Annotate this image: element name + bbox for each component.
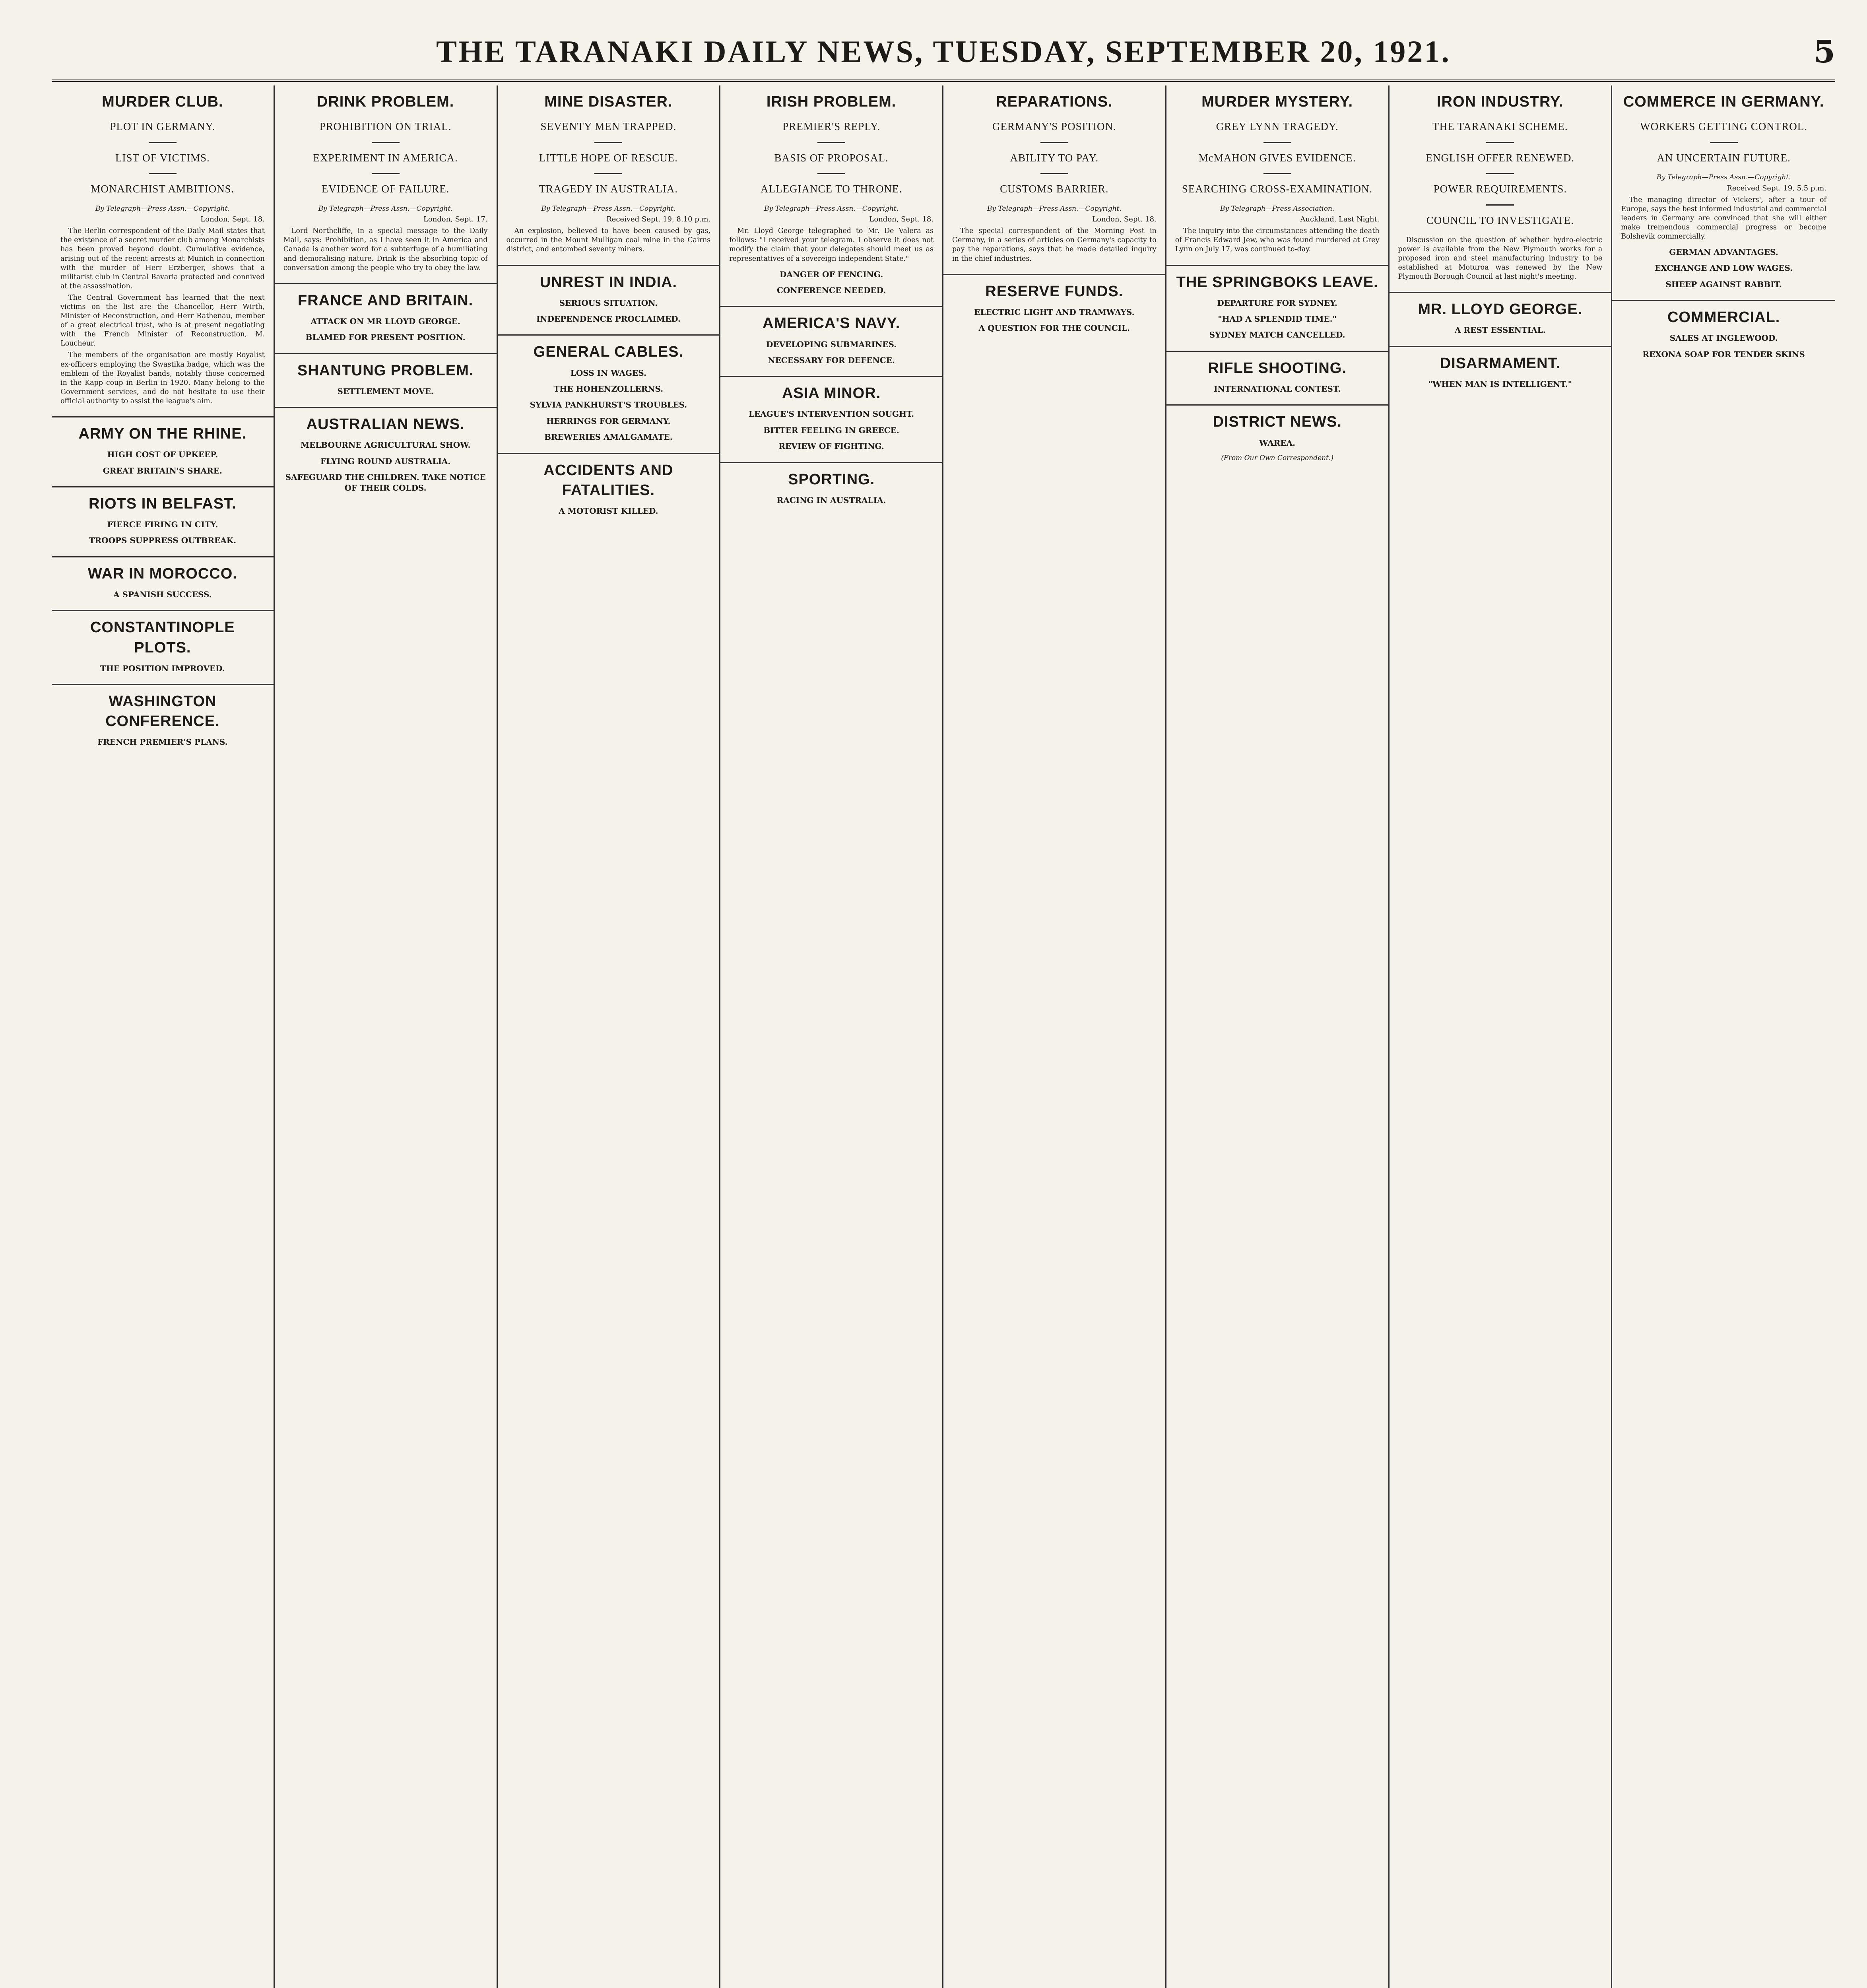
headline: WAR IN MOROCCO. [87, 565, 237, 582]
subheading: MONARCHIST AMBITIONS. [91, 183, 235, 195]
subheading: LOSS IN WAGES. [570, 368, 646, 378]
masthead [52, 24, 1835, 82]
subheading: GERMAN ADVANTAGES. [1669, 247, 1778, 257]
headline: DRINK PROBLEM. [316, 93, 454, 110]
byline: By Telegraph—Press Assn.—Copyright. [1656, 173, 1791, 182]
subheading: A REST ESSENTIAL. [1455, 325, 1546, 335]
column-8 [1612, 85, 1835, 1988]
column-2 [275, 85, 498, 1988]
column-7 [1390, 85, 1613, 1988]
headline: AMERICA'S NAVY. [762, 315, 901, 332]
section-divider [720, 462, 942, 463]
subheading: PLOT IN GERMANY. [110, 120, 215, 133]
subheading: McMAHON GIVES EVIDENCE. [1198, 151, 1356, 164]
page-number: 5 [1813, 33, 1835, 70]
subheading: THE HOHENZOLLERNS. [553, 384, 664, 394]
subheading: MELBOURNE AGRICULTURAL SHOW. [300, 440, 471, 450]
article-columns [52, 85, 1835, 1988]
subheading: HERRINGS FOR GERMANY. [546, 416, 671, 426]
body-paragraph: The Berlin correspondent of the Daily Mail states that the existence of a secret murder club among Monarchists has been proved beyond doubt. Cumulative evidence, arising out of the recent arrests at Munich in connection with the murder of Herr Erzberger, shows that a militarist club in Central Bavaria protected and connived at the assassination. [60, 227, 265, 290]
divider [1040, 142, 1068, 143]
subheading: SALES AT INGLEWOOD. [1669, 333, 1778, 343]
newspaper-title: THE TARANAKI DAILY NEWS, TUESDAY, SEPTEMBER 20, 1921. [436, 34, 1451, 69]
subheading: WORKERS GETTING CONTROL. [1640, 120, 1807, 133]
subheading: A MOTORIST KILLED. [559, 506, 658, 516]
subheading: ATTACK ON MR LLOYD GEORGE. [311, 316, 460, 326]
headline: RIFLE SHOOTING. [1208, 359, 1347, 377]
section-divider [720, 306, 942, 307]
subheading: DEVELOPING SUBMARINES. [766, 339, 897, 349]
body-paragraph: The members of the organisation are mostly Royalist ex-officers employing the Swastika badge, which was the emblem of the Royalist bands, notably those concerned in the Kapp coup in Berlin in 1920. Many belong to the Government services, and do not hesitate to use their official authority to assist the league's aim. [60, 351, 265, 405]
section-divider [52, 684, 274, 685]
headline: MR. LLOYD GEORGE. [1418, 301, 1583, 318]
section-divider [52, 416, 274, 417]
headline: COMMERCIAL. [1667, 309, 1780, 326]
divider [1710, 142, 1738, 143]
subheading: RACING IN AUSTRALIA. [776, 495, 886, 505]
column-3 [498, 85, 721, 1988]
subheading: LIST OF VICTIMS. [115, 151, 210, 164]
headline: ACCIDENTS AND FATALITIES. [543, 462, 673, 499]
headline: ARMY ON THE RHINE. [78, 425, 247, 442]
subheading: A SPANISH SUCCESS. [113, 590, 212, 600]
subheading: EXCHANGE AND LOW WAGES. [1655, 263, 1793, 273]
subheading: BREWERIES AMALGAMATE. [544, 432, 673, 442]
subheading: ELECTRIC LIGHT AND TRAMWAYS. [974, 307, 1135, 317]
subheading: LITTLE HOPE OF RESCUE. [539, 151, 678, 164]
headline: ASIA MINOR. [782, 385, 881, 402]
subheading: SYLVIA PANKHURST'S TROUBLES. [530, 400, 687, 410]
body-paragraph: Discussion on the question of whether hydro-electric power is available from the New Plymouth works for a proposed iron and steel manufacturing industry to be established at Moturoa was renewed by the New Plymouth Borough Council at last night's meeting. [1398, 236, 1603, 281]
body-paragraph: The inquiry into the circumstances attending the death of Francis Edward Jew, who was found murdered at Grey Lynn on July 17, was continued to-day. [1175, 227, 1380, 254]
subheading: EXPERIMENT IN AMERICA. [313, 151, 458, 164]
byline: By Telegraph—Press Assn.—Copyright. [987, 205, 1122, 213]
section-divider [720, 376, 942, 377]
headline: MINE DISASTER. [544, 93, 673, 110]
headline: MURDER CLUB. [102, 93, 223, 110]
body-paragraph: The special correspondent of the Morning Post in Germany, in a series of articles on Germany's capacity to pay the reparations, says that he made detailed inquiry in the chief industries. [952, 227, 1157, 263]
section-divider [52, 486, 274, 487]
subheading: SHEEP AGAINST RABBIT. [1665, 279, 1782, 289]
subheading: SEVENTY MEN TRAPPED. [540, 120, 677, 133]
divider [1263, 173, 1291, 174]
divider [372, 142, 400, 143]
headline: AUSTRALIAN NEWS. [306, 416, 465, 433]
advertisement-heading: REXONA SOAP FOR TENDER SKINS [1642, 349, 1805, 359]
headline: CONSTANTINOPLE PLOTS. [90, 619, 235, 656]
subheading: SYDNEY MATCH CANCELLED. [1209, 330, 1345, 340]
headline: UNREST IN INDIA. [540, 274, 677, 291]
subheading: REVIEW OF FIGHTING. [778, 441, 884, 451]
subheading: WAREA. [1259, 438, 1296, 448]
headline: REPARATIONS. [996, 93, 1113, 110]
section-divider [1166, 404, 1388, 406]
subheading: "WHEN MAN IS INTELLIGENT." [1428, 379, 1572, 389]
divider [594, 173, 622, 174]
headline: DISTRICT NEWS. [1213, 414, 1342, 431]
dateline: Received Sept. 19, 5.5 p.m. [1727, 184, 1826, 192]
byline: By Telegraph—Press Assn.—Copyright. [95, 205, 230, 213]
subheading: FLYING ROUND AUSTRALIA. [320, 456, 451, 466]
divider [594, 142, 622, 143]
subheading: SEARCHING CROSS-EXAMINATION. [1182, 183, 1373, 195]
subheading: AN UNCERTAIN FUTURE. [1657, 151, 1791, 164]
dateline: London, Sept. 17. [423, 215, 488, 224]
column-6 [1166, 85, 1390, 1988]
subheading: EVIDENCE OF FAILURE. [321, 183, 450, 195]
headline: SHANTUNG PROBLEM. [297, 362, 474, 379]
section-divider [1390, 292, 1611, 293]
subheading: GREAT BRITAIN'S SHARE. [103, 466, 222, 476]
byline: By Telegraph—Press Association. [1220, 205, 1335, 213]
headline: SPORTING. [788, 471, 875, 488]
section-divider [1166, 265, 1388, 266]
dateline: London, Sept. 18. [200, 215, 265, 224]
subheading: PROHIBITION ON TRIAL. [319, 120, 452, 133]
subheading: CUSTOMS BARRIER. [1000, 183, 1109, 195]
section-divider [275, 353, 497, 354]
byline: By Telegraph—Press Assn.—Copyright. [541, 205, 676, 213]
subheading: GERMANY'S POSITION. [992, 120, 1116, 133]
subheading: GREY LYNN TRAGEDY. [1216, 120, 1339, 133]
headline: MURDER MYSTERY. [1201, 93, 1353, 110]
body-paragraph: The Central Government has learned that the next victims on the list are the Chancellor, Herr Wirth, Minister of Reconstruction, and Herr Rathenau, member of a great electrical trust, who is at present negotiating with the French Minister of Reconstruction, M. Loucheur. [60, 293, 265, 348]
headline: WASHINGTON CONFERENCE. [105, 693, 220, 730]
subheading: BITTER FEELING IN GREECE. [763, 425, 899, 435]
divider [817, 142, 845, 143]
body-paragraph: An explosion, believed to have been caused by gas, occurred in the Mount Mulligan coal mine in the Cairns district, and entombed seventy miners. [506, 227, 711, 254]
body-paragraph: Lord Northcliffe, in a special message to the Daily Mail, says: Prohibition, as I have seen it in America and Canada is another word for a subterfuge of a humiliating and demoralising nature. Drink is the absorbing topic of conversation among the people who try to obey the law. [283, 227, 488, 272]
divider [817, 173, 845, 174]
subheading: ABILITY TO PAY. [1010, 151, 1099, 164]
headline: GENERAL CABLES. [533, 344, 684, 361]
divider [1486, 142, 1514, 143]
subheading: FRENCH PREMIER'S PLANS. [97, 737, 228, 747]
subheading: FIERCE FIRING IN CITY. [107, 520, 218, 530]
byline: (From Our Own Correspondent.) [1221, 454, 1333, 462]
subheading: INDEPENDENCE PROCLAIMED. [536, 314, 681, 324]
headline: RESERVE FUNDS. [985, 283, 1124, 300]
dateline: Auckland, Last Night. [1300, 215, 1380, 224]
column-5 [943, 85, 1166, 1988]
divider [1486, 204, 1514, 206]
headline: COMMERCE IN GERMANY. [1623, 93, 1824, 110]
section-divider [498, 334, 720, 336]
body-paragraph: The managing director of Vickers', after a tour of Europe, says the best informed industrial and commercial leaders in Germany are convinced that she will either make tremendous commercial progress or become Bolshevik commercially. [1621, 196, 1826, 241]
subheading: TRAGEDY IN AUSTRALIA. [539, 183, 678, 195]
subheading: A QUESTION FOR THE COUNCIL. [978, 323, 1130, 333]
subheading: BLAMED FOR PRESENT POSITION. [305, 332, 466, 342]
column-4 [720, 85, 943, 1988]
divider [149, 142, 177, 143]
subheading: LEAGUE'S INTERVENTION SOUGHT. [748, 409, 914, 419]
divider [149, 173, 177, 174]
subheading: INTERNATIONAL CONTEST. [1214, 384, 1341, 394]
section-divider [498, 453, 720, 454]
headline: RIOTS IN BELFAST. [89, 495, 237, 512]
subheading: DEPARTURE FOR SYDNEY. [1217, 298, 1337, 308]
advertisement-heading: SAFEGUARD THE CHILDREN. TAKE NOTICE OF THEIR COLDS. [285, 472, 486, 493]
subheading: NECESSARY FOR DEFENCE. [768, 355, 895, 365]
subheading: CONFERENCE NEEDED. [776, 285, 886, 295]
headline: IRON INDUSTRY. [1437, 93, 1564, 110]
subheading: HIGH COST OF UPKEEP. [107, 450, 218, 460]
subheading: PREMIER'S REPLY. [782, 120, 880, 133]
headline: THE SPRINGBOKS LEAVE. [1176, 274, 1378, 291]
headline: IRISH PROBLEM. [766, 93, 897, 110]
column-1 [52, 85, 275, 1988]
divider [1040, 173, 1068, 174]
subheading: SERIOUS SITUATION. [559, 298, 658, 308]
byline: By Telegraph—Press Assn.—Copyright. [764, 205, 899, 213]
subheading: BASIS OF PROPOSAL. [774, 151, 889, 164]
headline: DISARMAMENT. [1440, 355, 1561, 372]
subheading: SETTLEMENT MOVE. [337, 386, 434, 396]
subheading: COUNCIL TO INVESTIGATE. [1426, 214, 1574, 227]
body-paragraph: Mr. Lloyd George telegraphed to Mr. De Valera as follows: "I received your telegram. I observe it does not modify the claim that your delegates should meet us as representatives of a sovereign independent State." [729, 227, 934, 263]
dateline: London, Sept. 18. [1092, 215, 1157, 224]
dateline: London, Sept. 18. [869, 215, 934, 224]
byline: By Telegraph—Press Assn.—Copyright. [318, 205, 453, 213]
subheading: TROOPS SUPPRESS OUTBREAK. [89, 536, 237, 546]
subheading: DANGER OF FENCING. [780, 269, 883, 279]
subheading: "HAD A SPLENDID TIME." [1218, 314, 1337, 324]
section-divider [1166, 351, 1388, 352]
subheading: ALLEGIANCE TO THRONE. [761, 183, 902, 195]
headline: FRANCE AND BRITAIN. [298, 292, 474, 309]
section-divider [52, 556, 274, 557]
section-divider [498, 265, 720, 266]
divider [372, 173, 400, 174]
dateline: Received Sept. 19, 8.10 p.m. [606, 215, 711, 224]
subheading: THE TARANAKI SCHEME. [1432, 120, 1568, 133]
subheading: THE POSITION IMPROVED. [100, 663, 225, 673]
section-divider [275, 283, 497, 284]
subheading: POWER REQUIREMENTS. [1433, 183, 1567, 195]
section-divider [275, 407, 497, 408]
section-divider [1612, 300, 1835, 301]
divider [1263, 142, 1291, 143]
divider [1486, 173, 1514, 174]
section-divider [943, 274, 1165, 275]
subheading: ENGLISH OFFER RENEWED. [1426, 151, 1575, 164]
section-divider [1390, 346, 1611, 347]
section-divider [52, 610, 274, 611]
